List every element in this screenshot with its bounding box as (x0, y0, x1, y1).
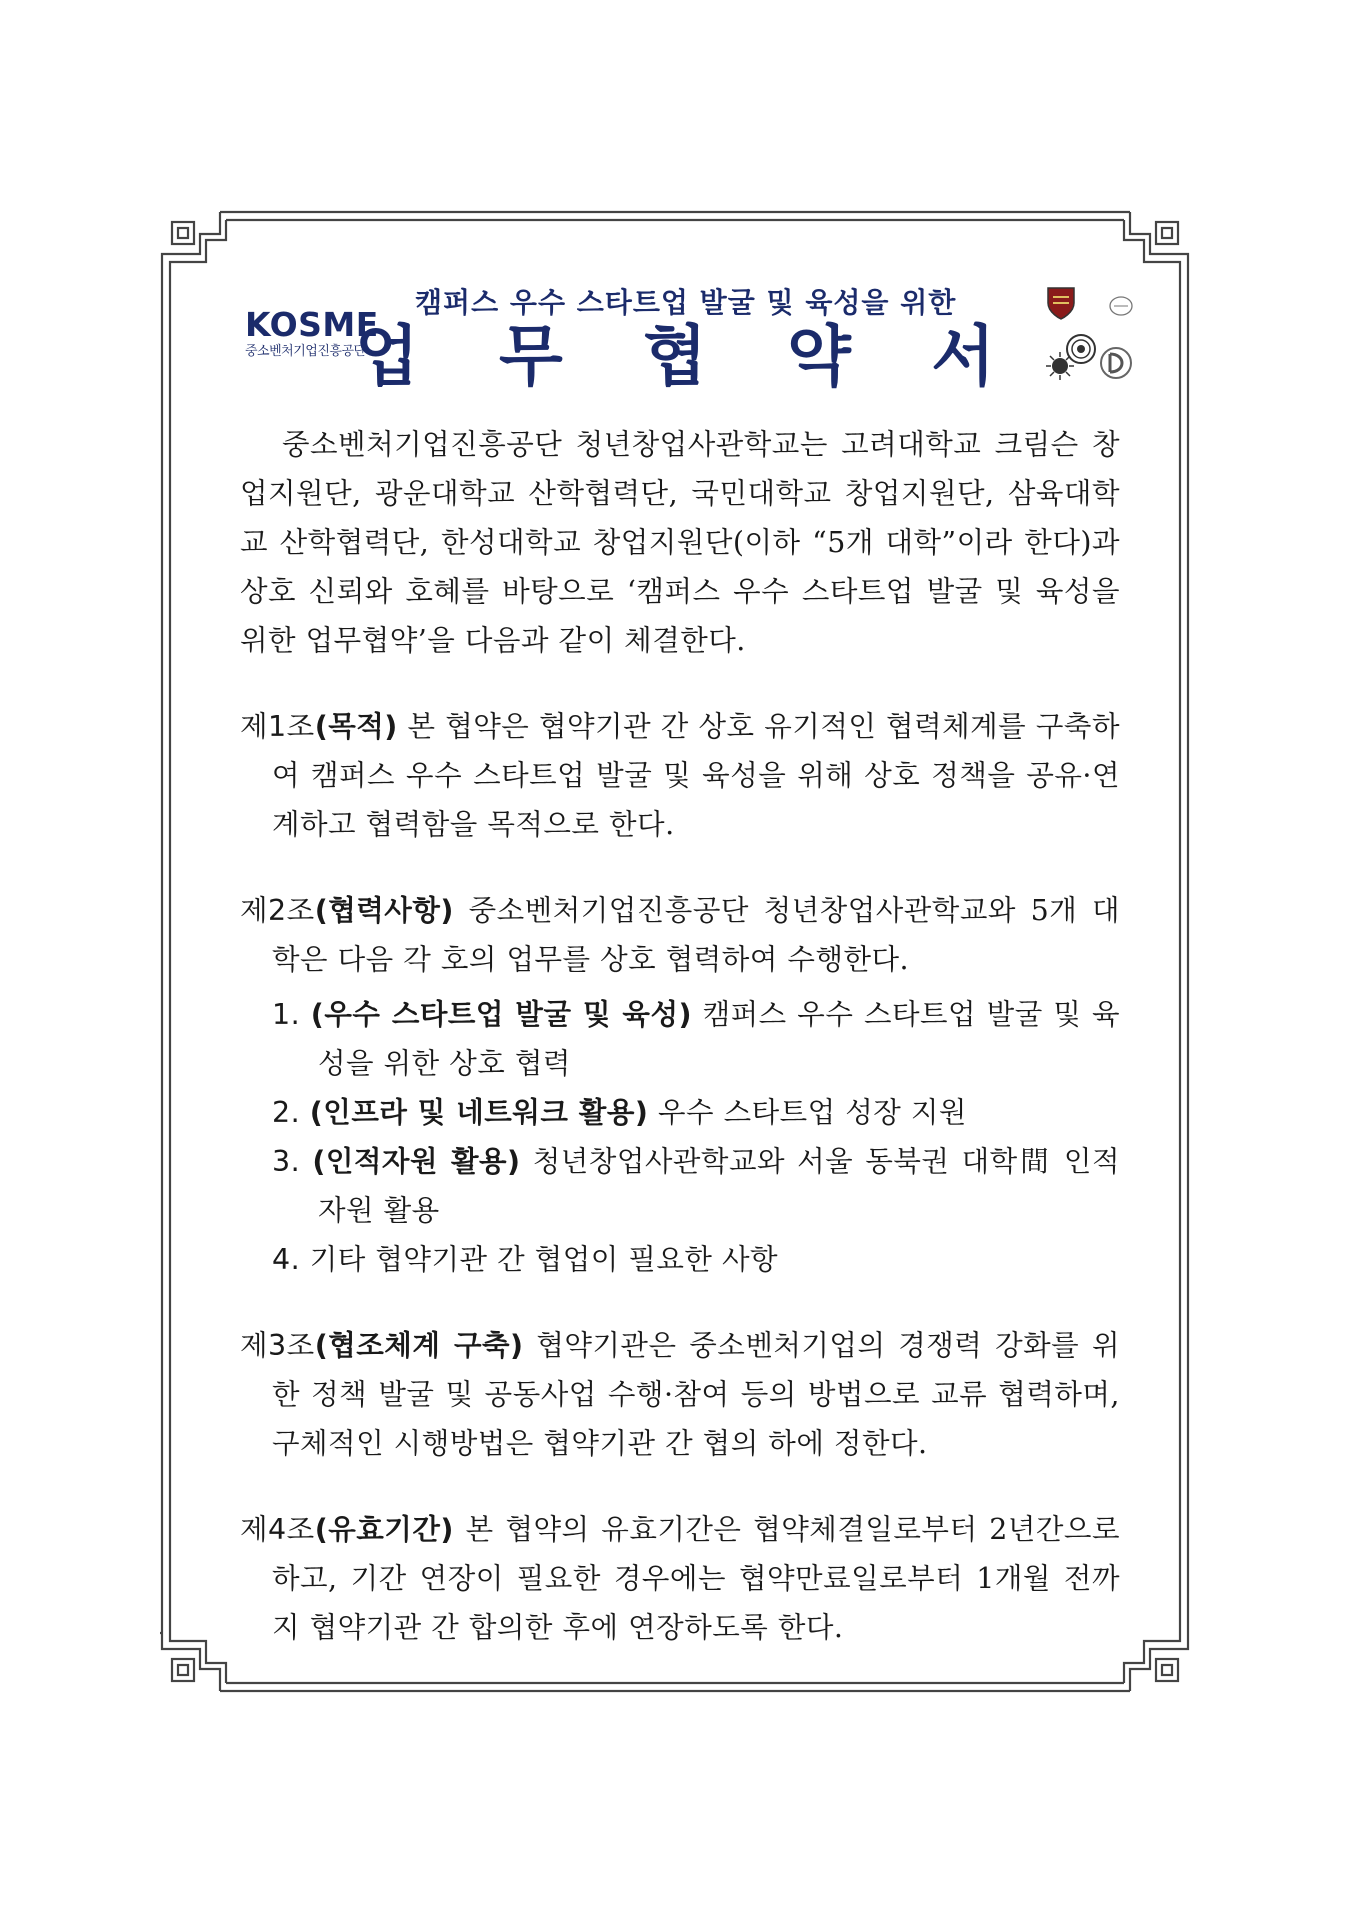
item-text: 캠퍼스 우수 스타트업 발굴 및 육성을 위한 상호 협력 (318, 998, 1120, 1080)
article-title: (협조체계 구축) (314, 1329, 524, 1362)
article-text: 본 협약의 유효기간은 협약체결일로부터 2년간으로 하고, 기간 연장이 필요한 경우에는 협약만료일로부터 1개월 전까지 협약기관 간 합의한 후에 연장하도록 한다. (272, 1513, 1120, 1644)
title-char: 업 (355, 318, 419, 395)
list-item (240, 990, 1120, 1088)
title-char: 약 (787, 318, 851, 395)
title-char: 협 (643, 318, 707, 395)
document-subtitle: 캠퍼스 우수 스타트업 발굴 및 육성을 위한 (415, 286, 957, 319)
logo-mark: KOSME (245, 305, 379, 344)
item-number: 3. (272, 1145, 313, 1178)
shield-emblem-icon (1045, 285, 1077, 321)
item-title: (인프라 및 네트워크 활용) (309, 1096, 649, 1129)
logo-subtext: 중소벤처기업진흥공단 (245, 344, 366, 359)
item-text: 우수 스타트업 성장 지원 (648, 1096, 967, 1129)
article-text: 본 협약은 협약기관 간 상호 유기적인 협력체계를 구축하여 캠퍼스 우수 스타트업 발굴 및 육성을 위해 상호 정책을 공유·연계하고 협력함을 목적으로 한다. (272, 710, 1120, 841)
article-number: 제2조 (240, 894, 315, 927)
sahmyook-emblem-icon (1108, 295, 1134, 317)
hansung-emblem-icon (1098, 345, 1134, 381)
item-number: 4. (272, 1243, 310, 1276)
article-title: (협력사항) (314, 894, 454, 927)
agreement-body (240, 420, 1120, 1689)
article-1 (240, 702, 1120, 849)
article-text: 협약기관은 중소벤처기업의 경쟁력 강화를 위한 정책 발굴 및 공동사업 수행·참여 등의 방법으로 교류 협력하며, 구체적인 시행방법은 협약기관 간 협의 하에 정한다. (272, 1329, 1120, 1460)
kosme-logo (245, 305, 379, 361)
article-title: (유효기간) (314, 1513, 454, 1546)
item-number: 1. (272, 998, 311, 1031)
item-text: 청년창업사관학교와 서울 동북권 대학間 인적자원 활용 (318, 1145, 1120, 1227)
intro-paragraph: 중소벤처기업진흥공단 청년창업사관학교는 고려대학교 크림슨 창업지원단, 광운대학교 산학협력단, 국민대학교 창업지원단, 삼육대학교 산학협력단, 한성대학교 창업지원단(이하 “5개 대학”이라 한다)과 상호 신뢰와 호혜를 바탕으로 ‘캠퍼스 우수 스타트업 발굴 및 육성을 위한 업무협약’을 다음과 같이 체결한다. (240, 428, 1120, 657)
article-number: 제1조 (240, 710, 315, 743)
list-item (240, 1137, 1120, 1235)
title-char: 서 (931, 318, 995, 395)
title-char: 무 (499, 318, 563, 395)
article-number: 제3조 (240, 1329, 315, 1362)
article-text: 중소벤처기업진흥공단 청년창업사관학교와 5개 대학은 다음 각 호의 업무를 상호 협력하여 수행한다. (272, 894, 1120, 976)
item-text: 기타 협약기관 간 협업이 필요한 사항 (309, 1243, 779, 1276)
item-title: (인적자원 활용) (312, 1145, 521, 1178)
document-header (245, 275, 1125, 395)
article-3 (240, 1321, 1120, 1468)
article-4 (240, 1505, 1120, 1652)
article-number: 제4조 (240, 1513, 315, 1546)
item-title: (우수 스타트업 발굴 및 육성) (310, 998, 693, 1031)
sunburst-emblem-icon (1045, 351, 1075, 381)
item-number: 2. (272, 1096, 310, 1129)
list-item (240, 1088, 1120, 1137)
list-item (240, 1235, 1120, 1284)
article-2 (240, 886, 1120, 984)
document-title (355, 319, 995, 395)
university-emblems (990, 285, 1140, 395)
article-2-items (240, 990, 1120, 1284)
article-title: (목적) (314, 710, 398, 743)
